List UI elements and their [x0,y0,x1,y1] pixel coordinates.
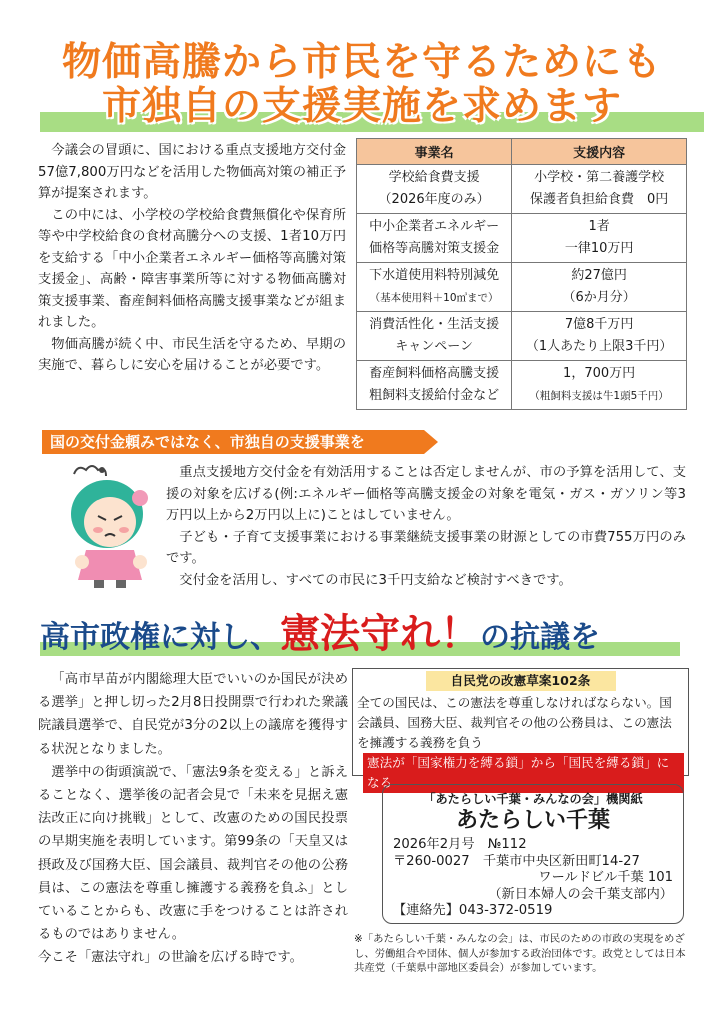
headline2-part3: の抗議を [480,620,600,655]
content-note: 一律10万円 [564,241,634,256]
content-note: （6か月分） [562,290,636,305]
project-name: 中小企業者エネルギー [369,219,500,234]
support-table [356,138,687,410]
content-main: 7億8千万円 [564,317,634,332]
project-cell [357,214,512,263]
content-main: 1，700万円 [563,366,636,381]
intro-paragraph: この中には、小学校の学校給食費無償化や保育所等や中学校給食の食材高騰分への支援、1者10万円を支給する「中小企業者エネルギー価格等高騰対策支援金」、高齢・障害事業所等に対する物価高騰対策支援事業、畜産飼料価格高騰支援事業などが組まれました。 [38,207,346,330]
headline-line-2: 市独自の支援実施を求めます [101,84,622,129]
footnote: ※「あたらしい千葉・みんなの会」は、市民のための市政の実現をめざし、労働組合や団体、個人が参加する政治団体です。政党としては日本共産党（千葉県中部地区委員会）が参加しています。 [354,933,686,974]
project-cell [357,263,512,312]
ldp-box-warning: 憲法が「国家権力を縛る鎖」から「国民を縛る鎖」になる [363,753,684,793]
project-note: （2026年度のみ） [378,192,490,207]
column-header: 事業名 [357,139,512,165]
headline2-part1: 高市政権に対し、 [40,620,280,655]
content-note: 保護者負担給食費 0円 [529,192,669,207]
table-row [357,214,687,263]
masthead-title: あたらしい千葉 [455,808,610,834]
project-name: 消費活性化・生活支援 [369,317,500,332]
table-header-row [357,139,687,165]
masthead-address: 〒260-0027 千葉市中央区新田町14-27 [393,853,640,869]
project-note: キャンペーン [395,339,473,354]
headline-line-1: 物価高騰から市民を守るためにも [61,40,662,85]
masthead-contact: 【連絡先】043-372-0519 [393,903,553,919]
table-row [357,312,687,361]
ldp-box-title: 自民党の改憲草案102条 [426,671,616,691]
headline-2 [40,612,704,660]
project-name: 畜産飼料価格高騰支援 [369,366,500,381]
content-note: （1人あたり上限3千円） [525,339,673,354]
project-cell [357,361,512,410]
table-row [357,165,687,214]
protest-paragraph: 選挙中の街頭演説で、「憲法9条を変える」と訴えることなく、選挙後の記者会見で「未来を見据え憲法改正に向け挑戦」として、改憲のための国民投票の早期実施を表明しています。第99条の「天皇又は摂政及び国務大臣、国会議員、裁判官その他の公務員は、この憲法を尊重し擁護する義務を負ふ」としていることからも、改憲に手をつけることは許されるものではありません。 [38,764,348,943]
intro-paragraph: 今議会の冒頭に、国における重点支援地方交付金57億7,800万円などを活用した物価高対策の補正予算が提案されます。 [38,143,346,201]
masthead-issue: 2026年2月号 №112 [393,837,527,853]
content-cell [512,214,687,263]
section2-paragraph: 重点支援地方交付金を有効活用することは否定しませんが、市の予算を活用して、支援の対象を広げる(例:エネルギー価格等高騰支援金の対象を電気・ガス・ガソリン等3万円以上から2万円以上に)ことはしていません。 [166,465,686,523]
project-note: （基本使用料＋10㎥まで） [369,292,499,304]
content-main: 小学校・第二養護学校 [534,170,665,185]
content-note: （粗飼料支援は牛1頭5千円） [529,390,669,402]
headline2-emphasis: 憲法守れ！ [280,611,480,657]
table-row [357,263,687,312]
section-label: 国の交付金頼みではなく、市独自の支援事業を [42,430,424,454]
column-header: 支援内容 [512,139,687,165]
protest-paragraph: 「高市早苗が内閣総理大臣でいいのか国民が決める選挙」と押し切った2月8日投開票で行われた衆議院議員選挙で、自民党が3分の2以上の議席を獲得する状況となりました。 [38,672,348,757]
section2-paragraph: 交付金を活用し、すべての市民に3千円支給など検討すべきです。 [179,572,572,588]
content-cell [512,165,687,214]
content-cell [512,361,687,410]
project-name: 下水道使用料特別減免 [369,268,500,283]
project-cell [357,165,512,214]
intro-article [38,140,346,377]
project-note: 粗飼料支援給付金など [369,388,500,403]
project-name: 学校給食費支援 [388,170,480,185]
ldp-draft-box [352,668,689,790]
section2-paragraph: 子ども・子育て支援事業における事業継続支援事業の財源としての市費755万円のみです。 [166,529,686,566]
section2-article [166,462,686,591]
masthead-subtitle: 「あたらしい千葉・みんなの会」機関紙 [423,792,643,806]
content-cell [512,312,687,361]
content-main: 約27億円 [571,268,627,283]
protest-paragraph: 今こそ「憲法守れ」の世論を広げる時です。 [38,950,303,966]
project-cell [357,312,512,361]
content-cell [512,263,687,312]
table-row [357,361,687,410]
mascot-illustration [52,458,162,590]
masthead-org: （新日本婦人の会千葉支部内） [488,886,673,902]
content-main: 1者 [588,219,610,234]
protest-article [38,668,348,970]
masthead-box [382,784,684,924]
intro-paragraph: 物価高騰が続く中、市民生活を守るため、早期の実施で、暮らしに安心を届けることが必要です。 [38,336,346,373]
ldp-box-text: 全ての国民は、この憲法を尊重しなければならない。国会議員、国務大臣、裁判官その他の公務員は、この憲法を擁護する義務を負う [357,695,672,750]
project-note: 価格等高騰対策支援金 [369,241,500,256]
masthead-building: ワールドビル千葉 101 [538,870,673,886]
